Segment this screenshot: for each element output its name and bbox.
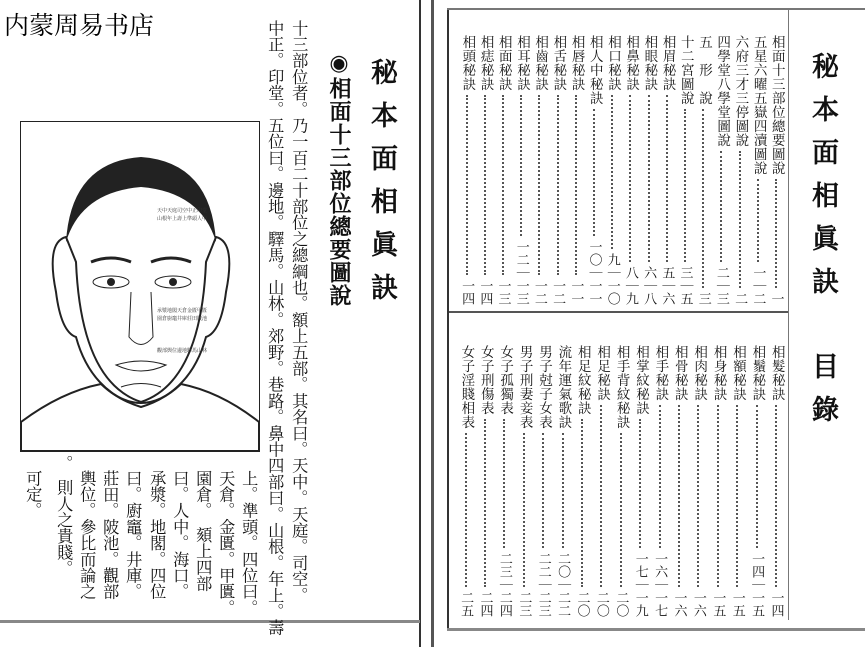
dot-leader xyxy=(775,179,777,288)
toc-entry-title: 相面秘訣 xyxy=(495,35,512,91)
toc-entry-title: 相鬚秘訣 xyxy=(749,345,766,401)
spine xyxy=(431,0,434,647)
dot-leader xyxy=(702,109,704,288)
dot-leader xyxy=(611,95,613,249)
dot-leader xyxy=(466,95,468,275)
dot-leader xyxy=(739,151,741,288)
dot-leader xyxy=(562,433,564,548)
toc-entry-page: 二〇 xyxy=(593,591,609,617)
toc-entry-page: 一 xyxy=(768,292,784,305)
toc-entry-page: 二〇 xyxy=(574,591,590,617)
toc-bottom-section xyxy=(455,345,785,617)
toc-entry-title: 六府三才三停圖說 xyxy=(732,35,749,147)
toc-entry[interactable] xyxy=(592,345,610,617)
toc-entry-page: 二〇｜二二 xyxy=(555,552,571,617)
right-frame-top xyxy=(447,8,865,10)
toc-entry-page: 一四 xyxy=(477,279,493,305)
toc-entry-title: 相手背紋秘訣 xyxy=(613,345,630,429)
dot-leader xyxy=(717,405,719,587)
dot-leader xyxy=(575,95,577,275)
toc-entry[interactable] xyxy=(476,35,494,305)
toc-entry-page: 二三｜二四 xyxy=(496,552,512,617)
toc-entry[interactable] xyxy=(554,345,572,617)
section-divider xyxy=(449,311,788,313)
toc-entry[interactable] xyxy=(458,35,476,305)
toc-entry-title: 流年運氣歌訣 xyxy=(555,345,572,429)
toc-entry[interactable] xyxy=(612,345,630,617)
toc-entry-title: 相掌紋秘訣 xyxy=(632,345,649,415)
toc-entry-title: 女子淫賤相表 xyxy=(458,345,475,429)
dot-leader xyxy=(629,95,631,262)
toc-entry-page: 一四 xyxy=(459,279,475,305)
toc-entry[interactable] xyxy=(573,345,591,617)
toc-entry[interactable] xyxy=(603,35,621,305)
toc-entry[interactable] xyxy=(670,345,688,617)
toc-entry[interactable] xyxy=(457,345,475,617)
dot-leader xyxy=(542,433,544,548)
toc-entry-page: 一二 xyxy=(550,279,566,305)
toc-entry[interactable] xyxy=(585,35,603,305)
toc-entry-page: 一二｜一三 xyxy=(513,240,529,305)
toc-entry[interactable] xyxy=(731,35,749,305)
right-frame-left xyxy=(447,10,449,630)
body-column: 上。準頭。四位曰。 xyxy=(239,470,259,616)
toc-entry-page: 二四 xyxy=(477,591,493,617)
left-page-edge xyxy=(419,0,421,647)
toc-entry-page: 一二 xyxy=(531,279,547,305)
dot-leader xyxy=(600,405,602,587)
toc-entry-title: 相舌秘訣 xyxy=(550,35,567,91)
face-diagram xyxy=(20,121,260,452)
toc-entry[interactable] xyxy=(709,345,727,617)
toc-entry-title: 十二宮圖說 xyxy=(677,35,694,105)
dot-leader xyxy=(503,419,505,548)
dot-leader xyxy=(720,151,722,262)
dot-leader xyxy=(678,405,680,587)
toc-entry[interactable] xyxy=(631,345,649,617)
dot-leader xyxy=(593,109,595,236)
toc-entry-page: 二三 xyxy=(516,591,532,617)
toc-entry-title: 相痣秘訣 xyxy=(477,35,494,91)
toc-top-section xyxy=(455,35,785,305)
toc-entry[interactable] xyxy=(534,345,552,617)
dot-leader xyxy=(484,95,486,275)
toc-entry-page: 一五 xyxy=(710,591,726,617)
toc-entry[interactable] xyxy=(728,345,746,617)
toc-entry-page: 五｜六 xyxy=(659,266,675,305)
toc-entry-page: 六｜八 xyxy=(641,266,657,305)
dot-leader xyxy=(666,95,668,262)
toc-entry-page: 二〇 xyxy=(613,591,629,617)
toc-entry-title: 相眉秘訣 xyxy=(659,35,676,91)
right-frame-bottom xyxy=(447,628,865,631)
toc-entry-title: 相口秘訣 xyxy=(604,35,621,91)
toc-entry-title: 男子尅子女表 xyxy=(535,345,552,429)
dot-leader xyxy=(620,433,622,587)
body-column: 曰。人中。海口。 xyxy=(170,470,190,600)
toc-entry[interactable] xyxy=(658,35,676,305)
toc-entry-title: 相骨秘訣 xyxy=(671,345,688,401)
toc-entry-page: 一六 xyxy=(690,591,706,617)
toc-entry-page: 一四｜一五 xyxy=(749,552,765,617)
dot-leader xyxy=(684,109,686,262)
toc-entry[interactable] xyxy=(621,35,639,305)
toc-entry-page: 一〇｜一一 xyxy=(586,240,602,305)
dot-leader xyxy=(736,405,738,587)
toc-entry-title: 女子孤獨表 xyxy=(497,345,514,415)
toc-entry-title: 相眼秘訣 xyxy=(641,35,658,91)
dot-leader xyxy=(523,433,525,587)
toc-entry-page: 二 xyxy=(732,292,748,305)
body-column: 。 則人之貴賤。 xyxy=(54,455,74,577)
toc-entry-title: 相手秘訣 xyxy=(652,345,669,401)
toc-entry[interactable] xyxy=(512,35,530,305)
dot-leader xyxy=(465,433,467,587)
toc-entry-page: 一三 xyxy=(495,279,511,305)
toc-entry[interactable] xyxy=(749,35,767,305)
body-column: 天倉。金匱。甲匱。 xyxy=(216,470,236,616)
toc-entry[interactable] xyxy=(651,345,669,617)
toc-entry[interactable] xyxy=(567,35,585,305)
toc-entry-title: 相齒秘訣 xyxy=(532,35,549,91)
toc-entry[interactable] xyxy=(748,345,766,617)
toc-entry-title: 相足紋秘訣 xyxy=(574,345,591,415)
dot-leader xyxy=(581,419,583,587)
body-column: 可定。 xyxy=(23,470,43,519)
toc-entry-title: 相肉秘訣 xyxy=(691,345,708,401)
toc-entry[interactable] xyxy=(495,345,513,617)
toc-entry-page: 二｜三 xyxy=(713,266,729,305)
toc-entry-page: 三｜五 xyxy=(677,266,693,305)
toc-entry[interactable] xyxy=(476,345,494,617)
toc-entry-page: 一五 xyxy=(729,591,745,617)
dot-leader xyxy=(757,179,759,262)
toc-entry[interactable] xyxy=(530,35,548,305)
toc-entry-page: 一六 xyxy=(671,591,687,617)
dot-leader xyxy=(756,405,758,548)
section-heading: ◉相面十三部位總要圖說 xyxy=(326,50,352,307)
body-column: 中正。印堂。五位曰。邊地。驛馬。山林。郊野。巷路。鼻中四部曰。山根。年上。壽 xyxy=(265,20,285,636)
toc-entry-title: 相人中秘訣 xyxy=(586,35,603,105)
toc-entry[interactable] xyxy=(676,35,694,305)
toc-entry-page: 一七｜一九 xyxy=(632,552,648,617)
toc-entry[interactable] xyxy=(515,345,533,617)
toc-entry-title: 五星六曜五嶽四瀆圖說 xyxy=(750,35,767,175)
body-column: 承漿。地閣。四位 xyxy=(147,470,167,600)
title-divider xyxy=(788,10,789,620)
toc-entry-page: 八｜九 xyxy=(622,266,638,305)
dot-leader xyxy=(557,95,559,275)
toc-entry-page: 三 xyxy=(695,292,711,305)
dot-leader xyxy=(648,95,650,262)
svg-text:觀部輿位邊地驛馬山林: 觀部輿位邊地驛馬山林 xyxy=(157,348,208,354)
dot-leader xyxy=(659,405,661,548)
svg-text:承漿地閣天倉金匱甲匱: 承漿地閣天倉金匱甲匱 xyxy=(157,308,208,314)
toc-entry-title: 相鼻秘訣 xyxy=(623,35,640,91)
body-column: 園倉。 頦上四部 xyxy=(193,470,213,592)
toc-entry-title: 四學堂八學堂圖說 xyxy=(714,35,731,147)
svg-text:天中天庭司空中正印堂: 天中天庭司空中正印堂 xyxy=(157,208,208,214)
toc-entry-title: 相唇秘訣 xyxy=(568,35,585,91)
toc-entry-page: 二二｜二三 xyxy=(535,552,551,617)
toc-entry-title: 相頭秘訣 xyxy=(459,35,476,91)
left-page-bottom-rule xyxy=(0,620,420,623)
toc-entry[interactable] xyxy=(494,35,512,305)
toc-entry-page: 一｜二 xyxy=(750,266,766,305)
toc-entry[interactable] xyxy=(767,345,785,617)
left-page-title: 秘本面相眞訣 xyxy=(366,58,397,316)
watermark: 内蒙周易书店 xyxy=(2,6,156,42)
toc-entry-page: 一六｜一七 xyxy=(652,552,668,617)
dot-leader xyxy=(538,95,540,275)
toc-entry-title: 男子刑妻妾表 xyxy=(516,345,533,429)
toc-entry-title: 女子刑傷表 xyxy=(477,345,494,415)
right-page-title: 秘本面相眞訣 xyxy=(807,52,838,310)
toc-heading: 目錄 xyxy=(807,352,838,438)
dot-leader xyxy=(502,95,504,275)
toc-entry-page: 一一 xyxy=(568,279,584,305)
toc-entry[interactable] xyxy=(640,35,658,305)
toc-entry-title: 相面十三部位總要圖說 xyxy=(768,35,785,175)
dot-leader xyxy=(484,419,486,587)
dot-leader xyxy=(639,419,641,548)
toc-entry-page: 一四 xyxy=(768,591,784,617)
body-column: 曰。廚竈。井庫。 xyxy=(123,470,143,600)
toc-entry[interactable] xyxy=(712,35,730,305)
dot-leader xyxy=(775,405,777,587)
dot-leader xyxy=(520,95,522,236)
toc-entry-page: 九｜一〇 xyxy=(604,253,620,305)
body-column: 輿位。參比而論之 xyxy=(77,470,97,600)
toc-entry-page: 二五 xyxy=(458,591,474,617)
toc-entry-title: 相髮秘訣 xyxy=(768,345,785,401)
body-column: 十三部位者。乃一百二十部位之總綱也。額上五部。其名曰。天中。天庭。司空。 xyxy=(289,20,309,604)
toc-entry-title: 相耳秘訣 xyxy=(513,35,530,91)
toc-entry-title: 相額秘訣 xyxy=(729,345,746,401)
body-column: 莊田。陂池。觀部 xyxy=(100,470,120,600)
svg-text:園倉廚竈井庫莊田陂池: 園倉廚竈井庫莊田陂池 xyxy=(157,316,208,322)
svg-text:山根年上壽上準頭人中: 山根年上壽上準頭人中 xyxy=(157,216,208,222)
toc-entry-title: 五 形 說 xyxy=(695,35,712,105)
toc-entry[interactable] xyxy=(767,35,785,305)
toc-entry-title: 相足秘訣 xyxy=(594,345,611,401)
toc-entry[interactable] xyxy=(689,345,707,617)
dot-leader xyxy=(697,405,699,587)
toc-entry[interactable] xyxy=(549,35,567,305)
toc-entry-title: 相身秘訣 xyxy=(710,345,727,401)
toc-entry[interactable] xyxy=(694,35,712,305)
